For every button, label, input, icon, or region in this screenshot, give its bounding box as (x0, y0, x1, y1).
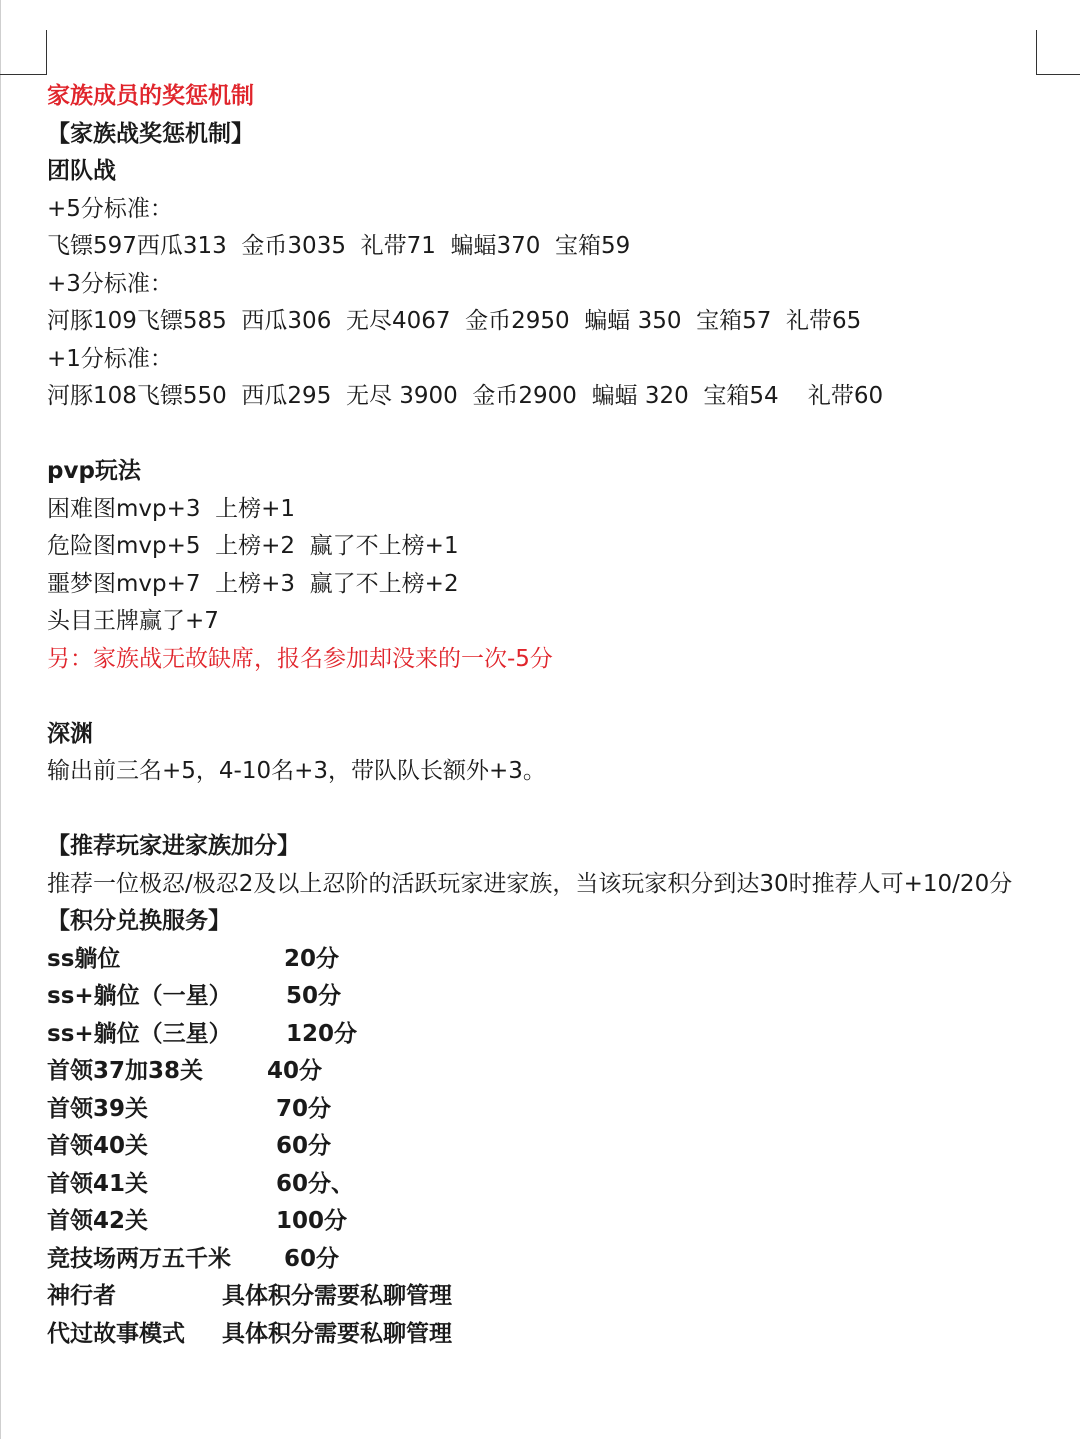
exchange-heading: 【积分兑换服务】 (47, 908, 231, 934)
exchange-item-points: 具体积分需要私聊管理 (222, 1283, 452, 1309)
pvp-line: 困难图mvp+3 上榜+1 (47, 495, 296, 522)
exchange-item (47, 1316, 1047, 1354)
exchange-item-points: 具体积分需要私聊管理 (222, 1320, 452, 1347)
exchange-item-name: 首领41关 (47, 1170, 149, 1197)
abyss-line: 输出前三名+5，4-10名+3，带队队长额外+3。 (47, 758, 546, 784)
referral-text: 推荐一位极忍/极忍2及以上忍阶的活跃玩家进家族，当该玩家积分到达30时推荐人可+10/20分 (47, 870, 1013, 897)
exchange-item (47, 978, 1047, 1016)
exchange-item-points: 70分 (276, 1095, 332, 1122)
exchange-item-name: 代过故事模式 (47, 1320, 185, 1347)
crop-mark-left-h (0, 74, 47, 75)
exchange-item-points: 40分 (267, 1058, 323, 1084)
exchange-item-points: 20分 (284, 945, 340, 972)
family-war-heading: 【家族战奖惩机制】 (47, 120, 254, 147)
exchange-item (47, 1241, 1047, 1279)
exchange-item-points: 60分、 (276, 1170, 355, 1197)
pvp-line: 危险图mvp+5 上榜+2 赢了不上榜+1 (47, 533, 459, 559)
exchange-item-name: 竞技场两万五千米 (47, 1245, 231, 1272)
exchange-item (47, 1091, 1047, 1129)
exchange-item-name: 首领37加38关 (47, 1058, 204, 1084)
exchange-item-points: 60分 (284, 1245, 340, 1272)
exchange-item-points: 60分 (276, 1133, 332, 1159)
exchange-item (47, 1278, 1047, 1316)
exchange-item-name: ss+躺位（三星） (47, 1020, 232, 1047)
exchange-item-points: 120分 (286, 1020, 358, 1047)
team-battle-heading: 团队战 (47, 158, 116, 184)
exchange-list (47, 941, 1047, 1354)
blank-line (47, 416, 1047, 454)
document-body (47, 78, 1047, 1353)
tier-line: 河豚108飞镖550 西瓜295 无尽 3900 金币2900 蝙蝠 320 宝箱54 礼带60 (47, 383, 884, 409)
blank-line (47, 791, 1047, 829)
exchange-item-points: 100分 (276, 1208, 348, 1234)
exchange-item-name: 首领39关 (47, 1095, 149, 1122)
crop-mark-right-h (1036, 74, 1080, 75)
exchange-item-points: 50分 (286, 983, 342, 1009)
exchange-item-name: ss躺位 (47, 945, 121, 972)
exchange-item-name: 首领40关 (47, 1133, 149, 1159)
absence-penalty-note: 另：家族战无故缺席，报名参加却没来的一次-5分 (47, 645, 553, 672)
exchange-item (47, 1053, 1047, 1091)
page-edge (0, 0, 1, 1439)
pvp-line: 头目王牌赢了+7 (47, 608, 219, 634)
tier-label: +3分标准： (47, 270, 173, 297)
exchange-item (47, 1016, 1047, 1054)
exchange-item-name: 首领42关 (47, 1208, 149, 1234)
tier-label: +1分标准： (47, 345, 173, 372)
pvp-heading: pvp玩法 (47, 458, 141, 484)
tier-line: 飞镖597西瓜313 金币3035 礼带71 蝙蝠370 宝箱59 (47, 233, 631, 259)
blank-line (47, 678, 1047, 716)
crop-mark-left-v (46, 30, 47, 75)
pvp-line: 噩梦图mvp+7 上榜+3 赢了不上榜+2 (47, 570, 459, 597)
exchange-item (47, 1203, 1047, 1241)
exchange-item (47, 1128, 1047, 1166)
exchange-item-name: ss+躺位（一星） (47, 983, 232, 1009)
exchange-item (47, 941, 1047, 979)
exchange-item-name: 神行者 (47, 1283, 116, 1309)
exchange-item (47, 1166, 1047, 1204)
tier-line: 河豚109飞镖585 西瓜306 无尽4067 金币2950 蝙蝠 350 宝箱57 礼带65 (47, 308, 862, 334)
referral-heading: 【推荐玩家进家族加分】 (47, 833, 300, 859)
tier-label: +5分标准： (47, 195, 173, 222)
document-title: 家族成员的奖惩机制 (47, 83, 254, 109)
crop-mark-right-v (1036, 30, 1037, 75)
abyss-heading: 深渊 (47, 720, 93, 747)
